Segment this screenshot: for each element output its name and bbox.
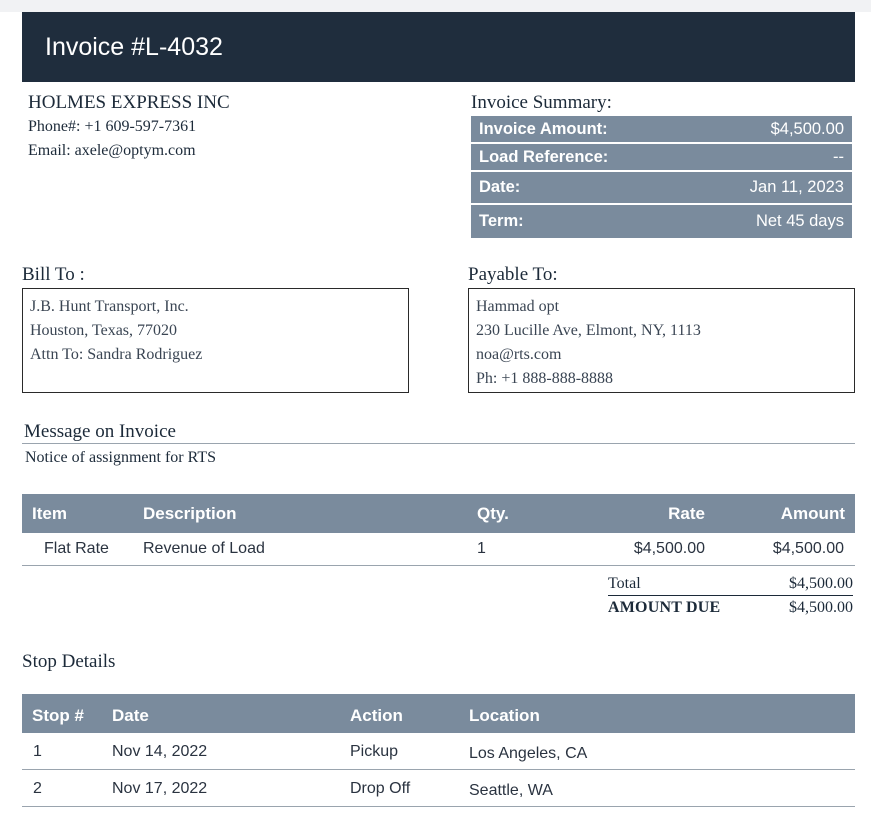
item-cell: Flat Rate (44, 540, 109, 557)
amount-due-label: AMOUNT DUE (608, 599, 721, 616)
stop-location-cell: Los Angeles, CA (469, 745, 588, 762)
items-table-header (22, 494, 855, 533)
summary-row-term (471, 205, 852, 238)
summary-value: -- (833, 147, 844, 166)
bill-to-box (22, 288, 409, 393)
message-title: Message on Invoice (24, 421, 176, 442)
company-name: HOLMES EXPRESS INC (28, 92, 230, 113)
company-phone: Phone#: +1 609-597-7361 (28, 118, 197, 135)
invoice-summary-title: Invoice Summary: (471, 92, 612, 113)
summary-row-date (471, 172, 852, 205)
summary-label: Term: (479, 212, 524, 230)
amount-due-row (608, 596, 853, 619)
page-top-strip (0, 0, 871, 12)
message-divider (22, 443, 855, 444)
payable-to-line: Ph: +1 888-888-8888 (476, 370, 614, 387)
invoice-title: Invoice #L-4032 (45, 33, 223, 61)
stops-header-location: Location (469, 706, 540, 725)
invoice-title-banner (22, 12, 855, 82)
amount-cell: $4,500.00 (772, 540, 844, 557)
summary-label: Date: (479, 178, 521, 196)
items-header-qty: Qty. (477, 504, 509, 523)
qty-cell: 1 (477, 540, 486, 557)
stop-action-cell: Pickup (350, 743, 399, 760)
items-header-description: Description (143, 504, 237, 523)
table-row (22, 770, 855, 807)
message-text: Notice of assignment for RTS (25, 449, 217, 466)
table-row (22, 533, 855, 566)
summary-value: $4,500.00 (770, 119, 844, 138)
items-header-rate: Rate (668, 504, 705, 523)
stop-date-cell: Nov 17, 2022 (112, 780, 208, 797)
stops-table-header (22, 694, 855, 733)
description-cell: Revenue of Load (143, 540, 265, 557)
payable-to-line: Hammad opt (476, 298, 560, 315)
items-header-amount: Amount (780, 504, 845, 523)
summary-row-invoice-amount (471, 116, 852, 144)
payable-to-title: Payable To: (468, 264, 558, 285)
bill-to-line: J.B. Hunt Transport, Inc. (30, 298, 189, 315)
payable-to-line: 230 Lucille Ave, Elmont, NY, 1113 (476, 322, 701, 339)
summary-value: Net 45 days (755, 212, 844, 230)
stop-date-cell: Nov 14, 2022 (112, 743, 208, 760)
summary-label: Load Reference: (479, 147, 609, 166)
summary-value: Jan 11, 2023 (749, 178, 844, 196)
total-row (608, 572, 853, 596)
summary-label: Invoice Amount: (479, 119, 608, 138)
invoice-totals (608, 572, 853, 619)
table-row (22, 733, 855, 770)
stops-header-date: Date (112, 706, 149, 725)
bill-to-line: Houston, Texas, 77020 (30, 322, 178, 339)
stop-details-title: Stop Details (22, 651, 116, 672)
total-label: Total (608, 575, 641, 592)
bill-to-title: Bill To : (22, 264, 85, 285)
stop-number-cell: 1 (33, 743, 42, 760)
rate-cell: $4,500.00 (633, 540, 705, 557)
items-header-item: Item (32, 504, 67, 523)
bill-to-line: Attn To: Sandra Rodriguez (30, 346, 203, 363)
payable-to-box (468, 288, 855, 393)
company-info (28, 91, 230, 163)
summary-row-load-reference (471, 144, 852, 172)
stops-header-action: Action (350, 706, 403, 725)
payable-to-line: noa@rts.com (476, 346, 562, 363)
stops-header-stop: Stop # (32, 706, 84, 725)
invoice-summary (471, 90, 852, 238)
company-email: Email: axele@optym.com (28, 142, 196, 159)
total-value: $4,500.00 (789, 575, 853, 592)
stop-number-cell: 2 (33, 780, 42, 797)
stop-action-cell: Drop Off (350, 780, 411, 797)
amount-due-value: $4,500.00 (789, 599, 853, 616)
stop-location-cell: Seattle, WA (469, 782, 553, 799)
